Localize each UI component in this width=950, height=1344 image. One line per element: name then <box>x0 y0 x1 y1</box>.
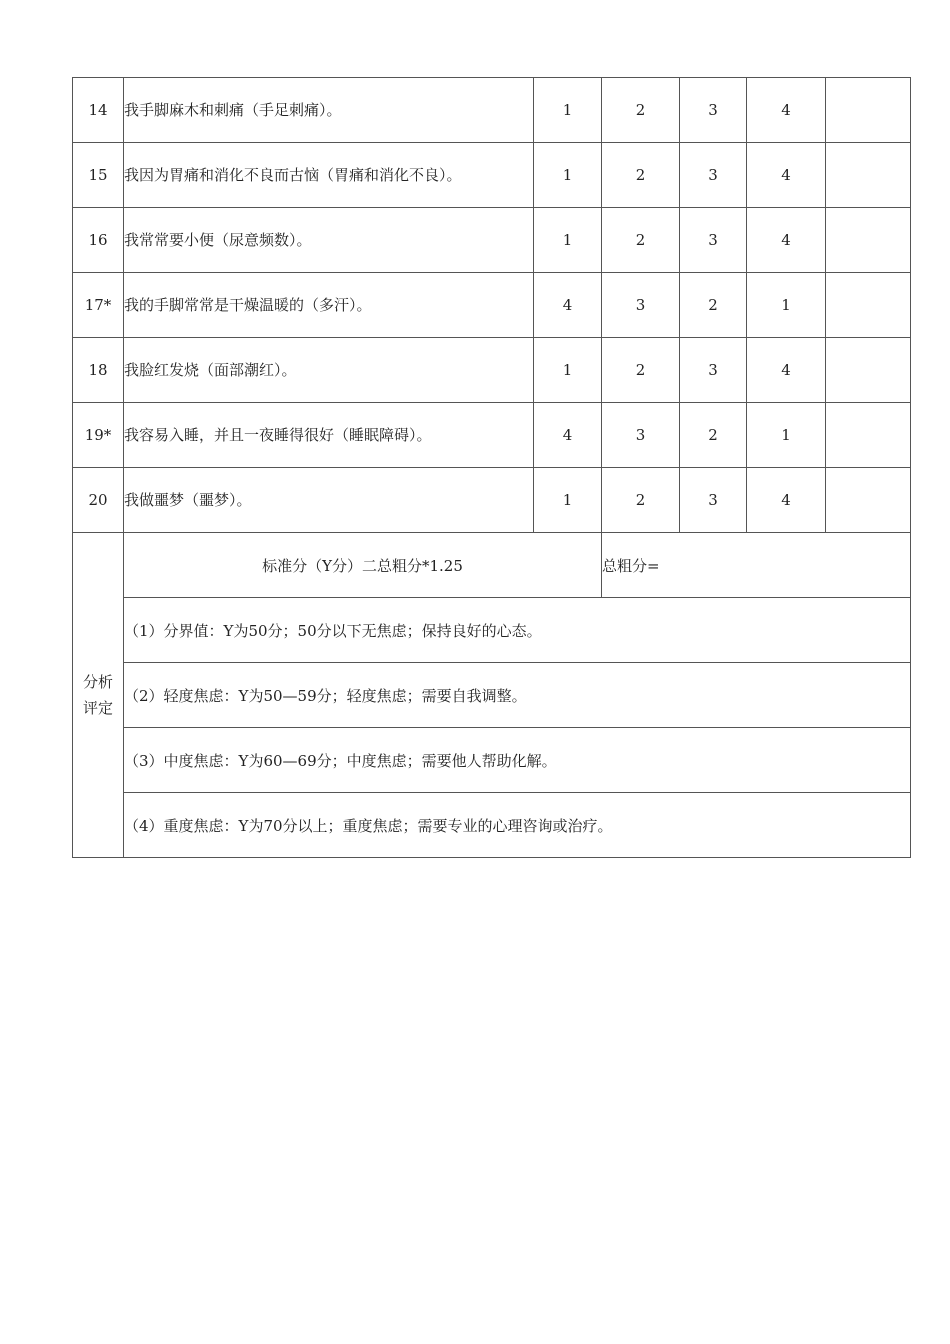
score-option-2: 3 <box>602 273 680 338</box>
answer-cell[interactable] <box>826 273 911 338</box>
criteria-item: （1）分界值：Y为50分；50分以下无焦虑；保持良好的心态。 <box>124 598 911 663</box>
table-row <box>73 338 911 403</box>
answer-cell[interactable] <box>826 338 911 403</box>
score-option-2: 2 <box>602 143 680 208</box>
score-option-3: 3 <box>680 338 747 403</box>
score-option-2: 2 <box>602 208 680 273</box>
answer-cell[interactable] <box>826 143 911 208</box>
score-option-4: 1 <box>747 273 826 338</box>
item-text: 我容易入睡，并且一夜睡得很好（睡眠障碍）。 <box>124 403 534 468</box>
score-option-4: 4 <box>747 143 826 208</box>
criteria-row <box>73 793 911 858</box>
item-number: 16 <box>73 208 124 273</box>
answer-cell[interactable] <box>826 78 911 143</box>
score-option-4: 4 <box>747 78 826 143</box>
item-number: 20 <box>73 468 124 533</box>
table-row <box>73 78 911 143</box>
table-row <box>73 208 911 273</box>
score-option-1: 1 <box>534 338 602 403</box>
criteria-row <box>73 728 911 793</box>
table-row <box>73 143 911 208</box>
score-option-3: 3 <box>680 78 747 143</box>
score-option-3: 2 <box>680 273 747 338</box>
answer-cell[interactable] <box>826 208 911 273</box>
item-text: 我因为胃痛和消化不良而古恼（胃痛和消化不良）。 <box>124 143 534 208</box>
score-option-2: 3 <box>602 403 680 468</box>
evaluation-label-line2: 评定 <box>82 699 113 717</box>
item-number: 14 <box>73 78 124 143</box>
score-option-4: 4 <box>747 208 826 273</box>
score-option-1: 4 <box>534 273 602 338</box>
answer-cell[interactable] <box>826 468 911 533</box>
table-row <box>73 403 911 468</box>
score-option-2: 2 <box>602 338 680 403</box>
score-option-4: 4 <box>747 338 826 403</box>
criteria-item: （4）重度焦虑：Y为70分以上；重度焦虑；需要专业的心理咨询或治疗。 <box>124 793 911 858</box>
evaluation-formula-row <box>73 533 911 598</box>
score-option-2: 2 <box>602 78 680 143</box>
score-option-1: 1 <box>534 468 602 533</box>
criteria-item: （2）轻度焦虑：Y为50—59分；轻度焦虑；需要自我调整。 <box>124 663 911 728</box>
item-number: 19* <box>73 403 124 468</box>
score-option-1: 4 <box>534 403 602 468</box>
criteria-item: （3）中度焦虑：Y为60—69分；中度焦虑；需要他人帮助化解。 <box>124 728 911 793</box>
criteria-row <box>73 598 911 663</box>
evaluation-label <box>73 533 124 858</box>
criteria-row <box>73 663 911 728</box>
score-option-1: 1 <box>534 78 602 143</box>
score-option-3: 3 <box>680 208 747 273</box>
item-number: 17* <box>73 273 124 338</box>
item-text: 我手脚麻木和刺痛（手足刺痛）。 <box>124 78 534 143</box>
table-row <box>73 468 911 533</box>
score-option-3: 3 <box>680 143 747 208</box>
answer-cell[interactable] <box>826 403 911 468</box>
score-option-2: 2 <box>602 468 680 533</box>
item-number: 15 <box>73 143 124 208</box>
score-option-3: 2 <box>680 403 747 468</box>
evaluation-label-line1: 分析 <box>82 673 113 691</box>
score-option-4: 1 <box>747 403 826 468</box>
item-number: 18 <box>73 338 124 403</box>
table-row <box>73 273 911 338</box>
item-text: 我脸红发烧（面部潮红）。 <box>124 338 534 403</box>
score-option-1: 1 <box>534 143 602 208</box>
item-text: 我做噩梦（噩梦）。 <box>124 468 534 533</box>
item-text: 我常常要小便（尿意频数）。 <box>124 208 534 273</box>
score-option-1: 1 <box>534 208 602 273</box>
score-option-3: 3 <box>680 468 747 533</box>
standard-score-formula: 标准分（Y分）二总粗分*1.25 <box>124 533 602 598</box>
anxiety-scale-table <box>72 77 911 858</box>
item-text: 我的手脚常常是干燥温暖的（多汗）。 <box>124 273 534 338</box>
total-raw-score-field[interactable]: 总粗分= <box>602 533 911 598</box>
score-option-4: 4 <box>747 468 826 533</box>
